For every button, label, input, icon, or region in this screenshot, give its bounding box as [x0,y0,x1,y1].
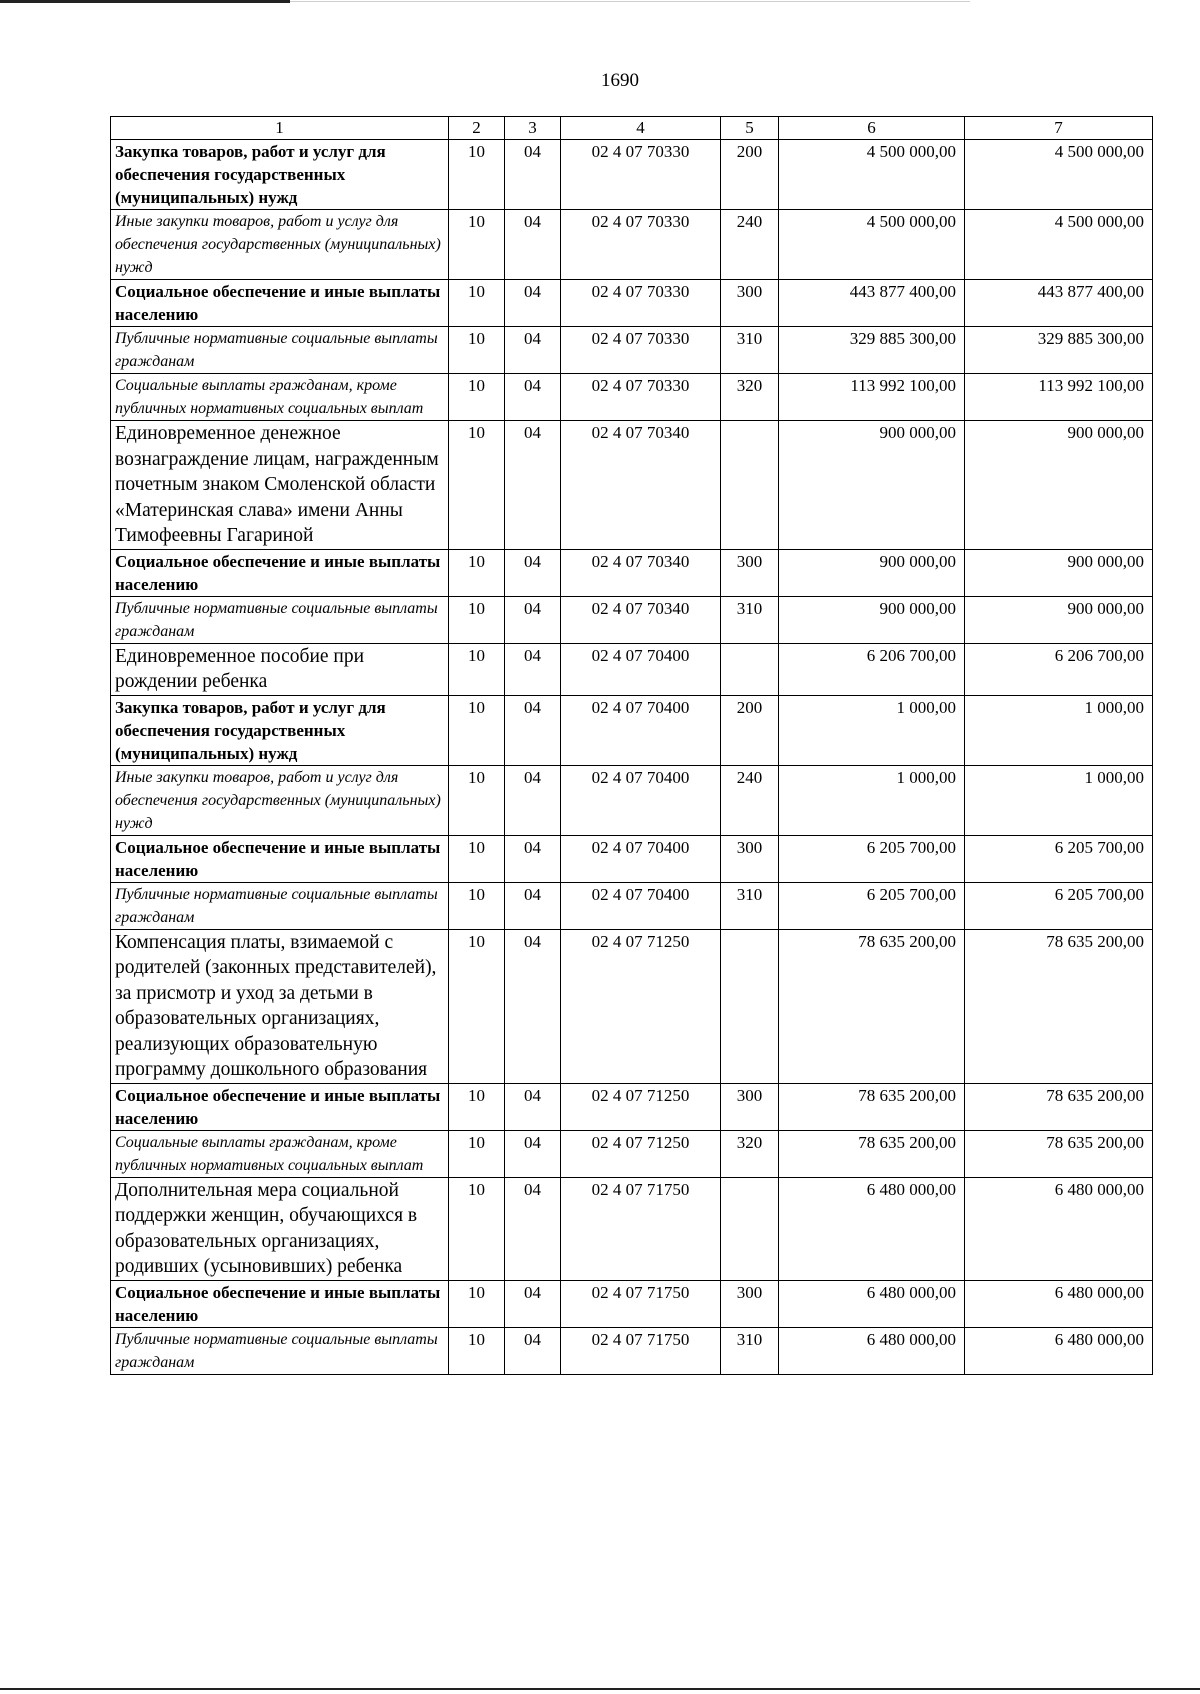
row-amount-col7: 6 206 700,00 [965,643,1153,695]
row-section-code: 10 [449,596,505,643]
row-section-code: 10 [449,929,505,1083]
row-expense-type: 320 [721,1130,779,1177]
table-row [111,1130,1153,1177]
row-amount-col6: 900 000,00 [779,596,965,643]
row-amount-col7: 4 500 000,00 [965,140,1153,210]
row-amount-col6: 6 205 700,00 [779,835,965,882]
table-row [111,695,1153,765]
table-row [111,421,1153,550]
row-amount-col6: 4 500 000,00 [779,210,965,280]
row-amount-col7: 1 000,00 [965,765,1153,835]
row-amount-col7: 6 480 000,00 [965,1327,1153,1374]
row-subsection-code: 04 [505,549,561,596]
row-expense-type: 240 [721,765,779,835]
page-number: 1690 [601,70,639,91]
row-amount-col6: 443 877 400,00 [779,280,965,327]
table-row [111,882,1153,929]
row-subsection-code: 04 [505,140,561,210]
row-section-code: 10 [449,140,505,210]
row-subsection-code: 04 [505,765,561,835]
row-target-article: 02 4 07 70330 [561,374,721,421]
row-amount-col6: 78 635 200,00 [779,929,965,1083]
row-name: Публичные нормативные социальные выплаты гражданам [111,596,449,643]
row-section-code: 10 [449,374,505,421]
header-cell-1: 1 [111,117,449,140]
table-row [111,643,1153,695]
row-amount-col7: 900 000,00 [965,596,1153,643]
row-expense-type: 310 [721,596,779,643]
row-amount-col6: 1 000,00 [779,695,965,765]
table-row [111,374,1153,421]
row-amount-col6: 6 205 700,00 [779,882,965,929]
row-section-code: 10 [449,1280,505,1327]
table-row [111,140,1153,210]
row-name: Единовременное пособие при рождении ребенка [111,643,449,695]
row-section-code: 10 [449,882,505,929]
row-expense-type: 300 [721,280,779,327]
row-amount-col7: 6 205 700,00 [965,882,1153,929]
row-section-code: 10 [449,327,505,374]
row-target-article: 02 4 07 71250 [561,929,721,1083]
table-header-row [111,117,1153,140]
row-section-code: 10 [449,210,505,280]
row-name: Социальные выплаты гражданам, кроме публичных нормативных социальных выплат [111,374,449,421]
row-expense-type [721,643,779,695]
row-target-article: 02 4 07 70400 [561,882,721,929]
row-section-code: 10 [449,695,505,765]
row-expense-type [721,1177,779,1280]
row-section-code: 10 [449,835,505,882]
row-amount-col7: 113 992 100,00 [965,374,1153,421]
table-row [111,1083,1153,1130]
row-subsection-code: 04 [505,374,561,421]
row-target-article: 02 4 07 70340 [561,549,721,596]
scan-top-border [0,0,290,3]
row-target-article: 02 4 07 70330 [561,280,721,327]
row-section-code: 10 [449,1083,505,1130]
row-target-article: 02 4 07 70400 [561,695,721,765]
row-subsection-code: 04 [505,643,561,695]
row-amount-col6: 4 500 000,00 [779,140,965,210]
row-target-article: 02 4 07 70400 [561,643,721,695]
row-subsection-code: 04 [505,1280,561,1327]
row-subsection-code: 04 [505,280,561,327]
table-row [111,327,1153,374]
table-row [111,929,1153,1083]
row-amount-col7: 78 635 200,00 [965,1083,1153,1130]
row-subsection-code: 04 [505,327,561,374]
header-cell-5: 5 [721,117,779,140]
row-expense-type: 240 [721,210,779,280]
row-expense-type [721,421,779,550]
row-name: Публичные нормативные социальные выплаты гражданам [111,327,449,374]
table-row [111,596,1153,643]
row-expense-type: 310 [721,327,779,374]
row-target-article: 02 4 07 71250 [561,1130,721,1177]
row-amount-col7: 4 500 000,00 [965,210,1153,280]
row-expense-type: 300 [721,549,779,596]
header-cell-2: 2 [449,117,505,140]
row-amount-col6: 900 000,00 [779,549,965,596]
row-name: Социальные выплаты гражданам, кроме публичных нормативных социальных выплат [111,1130,449,1177]
row-amount-col7: 6 480 000,00 [965,1280,1153,1327]
row-section-code: 10 [449,765,505,835]
table-row [111,549,1153,596]
row-name: Социальное обеспечение и иные выплаты населению [111,280,449,327]
row-amount-col6: 78 635 200,00 [779,1130,965,1177]
row-name: Закупка товаров, работ и услуг для обеспечения государственных (муниципальных) нужд [111,695,449,765]
row-target-article: 02 4 07 71750 [561,1327,721,1374]
row-target-article: 02 4 07 70400 [561,835,721,882]
row-name: Компенсация платы, взимаемой с родителей (законных представителей), за присмотр и уход за детьми в образовательных организациях, реализующих образовательную программу дошкольного образования [111,929,449,1083]
row-amount-col7: 6 480 000,00 [965,1177,1153,1280]
row-expense-type: 300 [721,1280,779,1327]
row-expense-type: 200 [721,695,779,765]
row-name: Единовременное денежное вознаграждение лицам, награжденным почетным знаком Смоленской области «Материнская слава» имени Анны Тимофеевны Гагариной [111,421,449,550]
row-name: Социальное обеспечение и иные выплаты населению [111,1083,449,1130]
row-amount-col7: 329 885 300,00 [965,327,1153,374]
row-amount-col6: 6 206 700,00 [779,643,965,695]
row-subsection-code: 04 [505,1130,561,1177]
row-name: Дополнительная мера социальной поддержки женщин, обучающихся в образовательных организациях, родивших (усыновивших) ребенка [111,1177,449,1280]
table-row [111,1177,1153,1280]
row-amount-col6: 1 000,00 [779,765,965,835]
row-section-code: 10 [449,1327,505,1374]
row-amount-col6: 900 000,00 [779,421,965,550]
row-target-article: 02 4 07 70340 [561,596,721,643]
row-section-code: 10 [449,280,505,327]
row-expense-type: 320 [721,374,779,421]
row-subsection-code: 04 [505,882,561,929]
row-name: Социальное обеспечение и иные выплаты населению [111,1280,449,1327]
row-name: Социальное обеспечение и иные выплаты населению [111,835,449,882]
row-amount-col7: 900 000,00 [965,549,1153,596]
row-amount-col7: 443 877 400,00 [965,280,1153,327]
row-amount-col7: 900 000,00 [965,421,1153,550]
row-subsection-code: 04 [505,210,561,280]
row-expense-type: 200 [721,140,779,210]
row-subsection-code: 04 [505,929,561,1083]
header-cell-6: 6 [779,117,965,140]
row-expense-type: 300 [721,1083,779,1130]
table-row [111,1327,1153,1374]
row-subsection-code: 04 [505,421,561,550]
row-section-code: 10 [449,1130,505,1177]
row-target-article: 02 4 07 70330 [561,210,721,280]
row-subsection-code: 04 [505,695,561,765]
row-amount-col7: 78 635 200,00 [965,929,1153,1083]
row-section-code: 10 [449,421,505,550]
header-cell-7: 7 [965,117,1153,140]
row-subsection-code: 04 [505,596,561,643]
row-name: Иные закупки товаров, работ и услуг для обеспечения государственных (муниципальных) нужд [111,210,449,280]
row-expense-type: 310 [721,882,779,929]
row-section-code: 10 [449,1177,505,1280]
row-amount-col6: 78 635 200,00 [779,1083,965,1130]
table-row [111,835,1153,882]
row-target-article: 02 4 07 70330 [561,140,721,210]
table-row [111,210,1153,280]
row-amount-col6: 329 885 300,00 [779,327,965,374]
row-target-article: 02 4 07 70400 [561,765,721,835]
row-target-article: 02 4 07 70330 [561,327,721,374]
header-cell-4: 4 [561,117,721,140]
row-target-article: 02 4 07 71250 [561,1083,721,1130]
row-target-article: 02 4 07 70340 [561,421,721,550]
row-amount-col6: 6 480 000,00 [779,1280,965,1327]
row-name: Закупка товаров, работ и услуг для обеспечения государственных (муниципальных) нужд [111,140,449,210]
table-row [111,765,1153,835]
row-section-code: 10 [449,549,505,596]
row-expense-type [721,929,779,1083]
table-row [111,1280,1153,1327]
row-subsection-code: 04 [505,1083,561,1130]
row-target-article: 02 4 07 71750 [561,1280,721,1327]
row-expense-type: 310 [721,1327,779,1374]
row-subsection-code: 04 [505,1177,561,1280]
row-amount-col7: 1 000,00 [965,695,1153,765]
header-cell-3: 3 [505,117,561,140]
row-subsection-code: 04 [505,835,561,882]
scan-bottom-border [0,1688,1200,1690]
row-section-code: 10 [449,643,505,695]
budget-table [110,116,1153,1375]
row-name: Публичные нормативные социальные выплаты гражданам [111,1327,449,1374]
row-subsection-code: 04 [505,1327,561,1374]
row-name: Социальное обеспечение и иные выплаты населению [111,549,449,596]
row-expense-type: 300 [721,835,779,882]
table-row [111,280,1153,327]
row-amount-col7: 6 205 700,00 [965,835,1153,882]
row-amount-col6: 113 992 100,00 [779,374,965,421]
row-name: Публичные нормативные социальные выплаты гражданам [111,882,449,929]
row-amount-col6: 6 480 000,00 [779,1177,965,1280]
row-target-article: 02 4 07 71750 [561,1177,721,1280]
scan-top-border-faint [290,1,970,2]
row-name: Иные закупки товаров, работ и услуг для обеспечения государственных (муниципальных) нужд [111,765,449,835]
row-amount-col6: 6 480 000,00 [779,1327,965,1374]
row-amount-col7: 78 635 200,00 [965,1130,1153,1177]
